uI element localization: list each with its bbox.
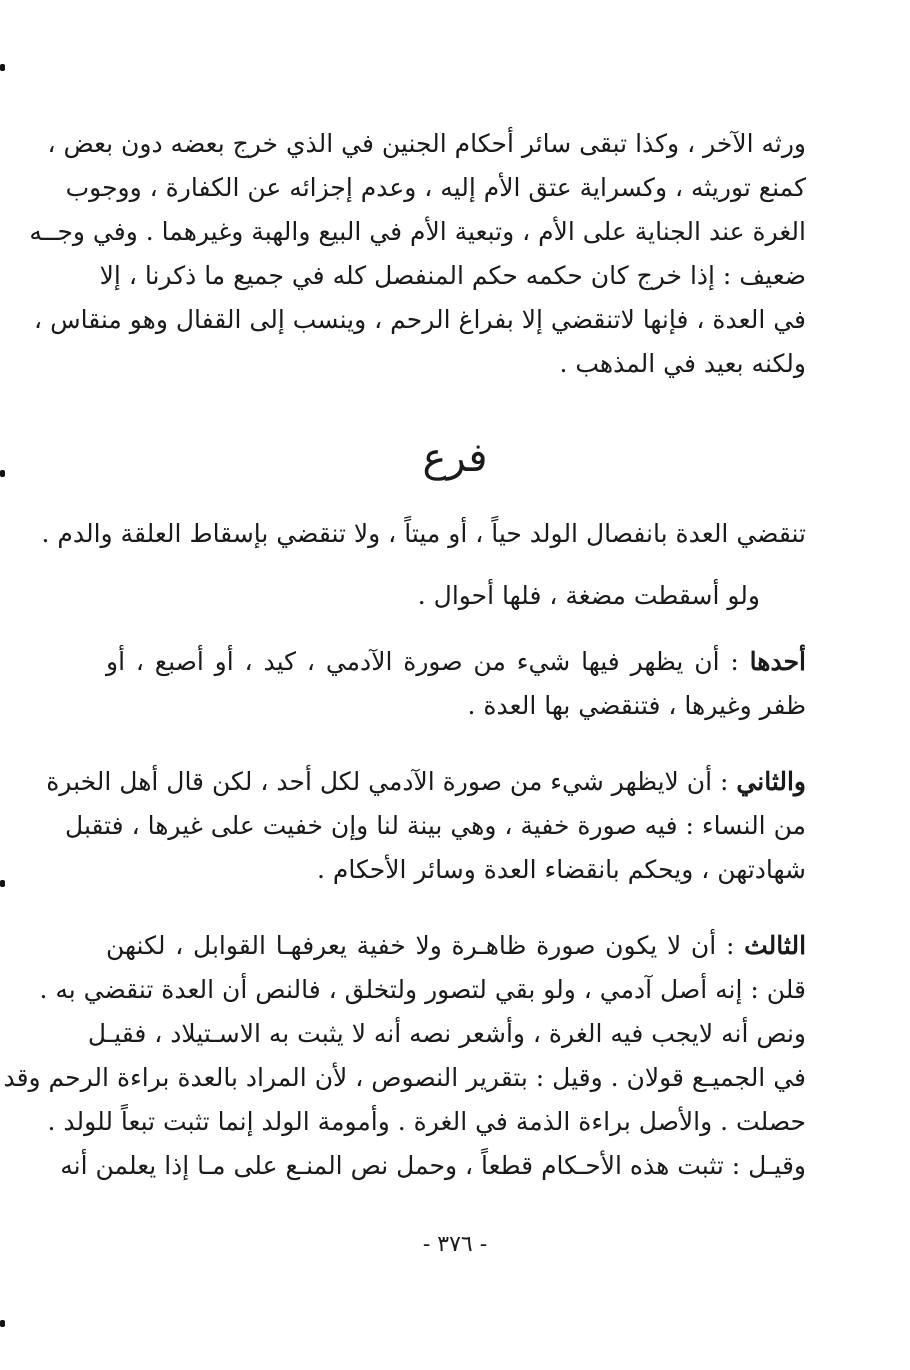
text-line <box>106 924 806 968</box>
case-text: : أن لايظهر شيء من صورة الآدمي لكل أحد ، لكن قال أهل الخبرة <box>46 767 729 796</box>
scan-mark <box>0 64 5 71</box>
text-line: ونص أنه لايجب فيه الغرة ، وأشعر نصه أنه لا يثبت به الاسـتيلاد ، فقيـل <box>87 1019 806 1048</box>
text-line: ولو أسقطت مضغة ، فلها أحوال . <box>417 581 760 610</box>
text-line <box>46 760 806 804</box>
page-number: - ٣٧٦ - <box>422 1232 488 1257</box>
text-line: من النساء : فيه صورة خفية ، وهي بينة لنا وإن خفيت على غيرها ، فتقبل <box>65 811 806 840</box>
text-line: ورثه الآخر ، وكذا تبقى سائر أحكام الجنين في الذي خرج بعضه دون بعض ، <box>47 129 806 158</box>
case-text: : أن لا يكون صورة ظاهـرة ولا خفية يعرفهـا القوابل ، لكنهن <box>106 931 735 960</box>
text-line: وقيـل : تثبت هذه الأحـكام قطعاً ، وحمل نص المنـع على مـا إذا يعلمن أنه <box>60 1151 806 1180</box>
case-lead: أحدها <box>749 647 806 676</box>
text-line: ضعيف : إذا خرج كان حكمه حكم المنفصل كله في جميع ما ذكرنا ، إلا <box>99 261 806 290</box>
text-line: تنقضي العدة بانفصال الولد حياً ، أو ميتاً ، ولا تنقضي بإسقاط العلقة والدم . <box>41 519 806 548</box>
paragraph-iddah-end <box>41 512 806 556</box>
case-lead: الثالث <box>744 931 807 960</box>
text-line: كمنع توريثه ، وكسراية عتق الأم إليه ، وعدم إجزائه عن الكفارة ، ووجوب <box>65 173 806 202</box>
text-line: الغرة عند الجناية على الأم ، وتبعية الأم في البيع والهبة وغيرهما . وفي وجــه <box>29 217 806 246</box>
section-heading: فرع <box>422 435 488 481</box>
text-line: في الجميـع قولان . وقيل : بتقرير النصوص ، لأن المراد بالعدة براءة الرحم وقد <box>3 1063 806 1092</box>
text-line: في العدة ، فإنها لاتنقضي إلا بفراغ الرحم ، وينسب إلى القفال وهو منقاس ، <box>34 305 806 334</box>
case-text: : أن يظهر فيها شيء من صورة الآدمي ، كيد ، أو أصبع ، أو <box>106 647 739 676</box>
case-lead: والثاني <box>736 767 806 796</box>
scan-mark <box>0 1320 5 1327</box>
text-line: قلن : إنه أصل آدمي ، ولو بقي لتصور ولتخلق ، فالنص أن العدة تنقضي به . <box>39 975 806 1004</box>
case-second <box>46 760 806 892</box>
intro-paragraph <box>29 122 806 386</box>
text-line: ولكنه بعيد في المذهب . <box>559 349 806 378</box>
case-first <box>106 640 806 728</box>
text-line: حصلت . والأصل براءة الذمة في الغرة . وأمومة الولد إنما تثبت تبعاً للولد . <box>47 1107 806 1136</box>
scan-mark <box>0 880 5 887</box>
text-line: ظفر وغيرها ، فتنقضي بها العدة . <box>467 691 806 720</box>
paragraph-states <box>106 574 806 618</box>
text-line <box>106 640 806 684</box>
text-line: شهادتهن ، ويحكم بانقضاء العدة وسائر الأحكام . <box>316 855 806 884</box>
case-third <box>3 924 807 1188</box>
